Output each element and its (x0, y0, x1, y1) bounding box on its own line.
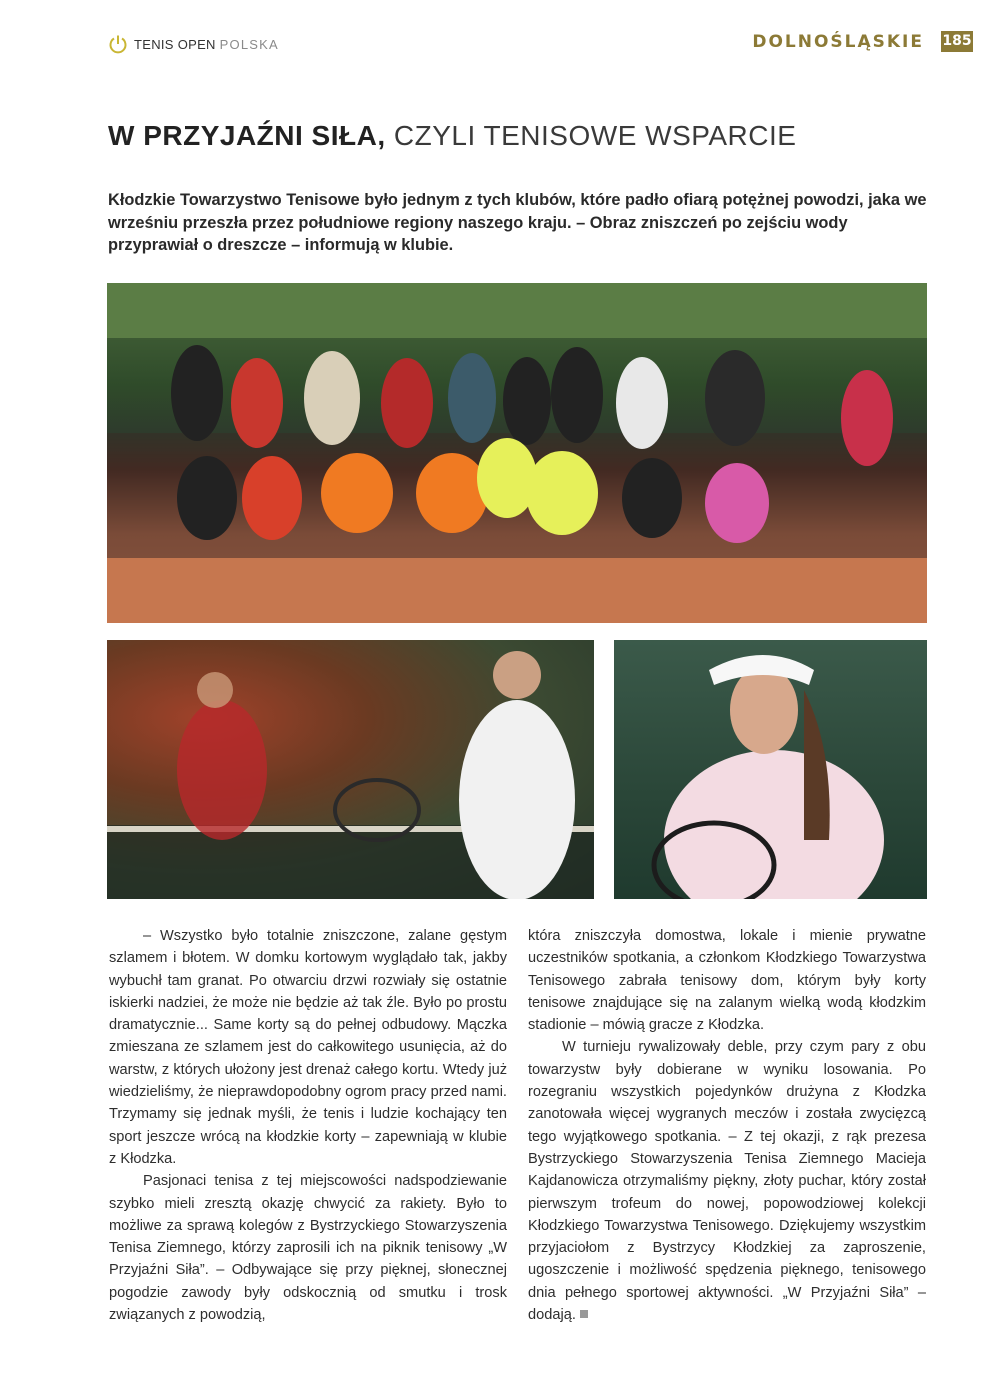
end-of-article-mark (580, 1310, 588, 1318)
title-thin: CZYLI TENISOWE WSPARCIE (385, 120, 797, 151)
page-number: 185 (941, 31, 973, 52)
paragraph: Pasjonaci tenisa z tej miejscowości nadspodziewanie szybko mieli zresztą okazję chwycić za rakiety. Było to możliwe za sprawą kolegów z Bystrzyckiego Stowarzyszenia Tenisa Ziemnego, którzy zaprosili ich na piknik tenisowy „W Przyjaźni Siła”. – Odbywające się przy pięknej, słonecznej pogodzie zawody były odskocznią od smutku i trosk związanych z powodzią, (109, 1173, 507, 1324)
paragraph: która zniszczyła domostwa, lokale i mienie prywatne uczestników spotkania, a członkom Kłodzkiego Towarzystwa Tenisowego zabrała tenisowy dom, którym były korty tenisowe znajdujące się na zalanym wielką wodą kłodzkim stadionie – mówią gracze z Kłodzka. (528, 928, 926, 1034)
text-column-left (109, 925, 507, 1326)
paragraph: W turnieju rywalizowały deble, przy czym pary z obu towarzystw były dobierane w wyniku losowania. Po rozegraniu wszystkich pojedynków drużyna z Kłodzka zanotowała więcej wygranych meczów i została zwycięzcą tego wyjątkowego spotkania. – Z tej okazji, z rąk prezesa Bystrzyckiego Stowarzyszenia Tenisa Ziemnego Macieja Kajdanowicza otrzymaliśmy piękny, złoty puchar, który został pierwszym trofeum do nowej, popowodziowej kolekcji Kłodzkiego Towarzystwa Tenisowego. Dziękujemy wszystkim przyjaciołom z Bystrzycy Kłodzkiej za zaproszenie, ugoszczenie i możliwość spędzenia pięknego, tenisowego dnia pełnego sportowej aktywności. „W Przyjaźni Siła” – dodają. (528, 1039, 926, 1324)
brand-logo (108, 34, 279, 54)
player-photo-right (614, 640, 927, 899)
group-photo (107, 283, 927, 623)
article-title (108, 120, 928, 152)
article-lead: Kłodzkie Towarzystwo Tenisowe było jednym z tych klubów, które padło ofiarą potężnej powodzi, jaka we wrześniu przeszła przez południowe regiony naszego kraju. – Obraz zniszczeń po zejściu wody przyprawiał o dreszcze – informują w klubie. (108, 191, 927, 254)
region-label: DOLNOŚLĄSKIE (752, 32, 924, 52)
title-bold: W PRZYJAŹNI SIŁA, (108, 120, 386, 151)
page-header (0, 0, 999, 80)
paragraph: – Wszystko było totalnie zniszczone, zalane gęstym szlamem i błotem. W domku kortowym wyglądało tak, jakby wybuchł tam granat. Po otwarciu drzwi rozwiały się ostatnie iskierki nadziei, że może nie będzie aż tak źle. Było po prostu dramatycznie... Same korty są do pełnej odbudowy. Mączka zmieszana ze szlamem jest do całkowitego usunięcia, aż do warstw, z których ułożony jest drenaż całego kortu. Wtedy już wiedzieliśmy, że nieprawdopodobny ogrom pracy przed nami. Trzymamy się jednak myśli, że tenis i ludzie kochający ten sport jeszcze wrócą na kłodzkie korty – zapewniają w klubie z Kłodzka. (109, 928, 507, 1167)
brand-name: TENIS OPEN POLSKA (134, 36, 279, 52)
player-photo-left (107, 640, 594, 899)
power-icon (108, 34, 128, 54)
text-column-right (528, 925, 926, 1326)
